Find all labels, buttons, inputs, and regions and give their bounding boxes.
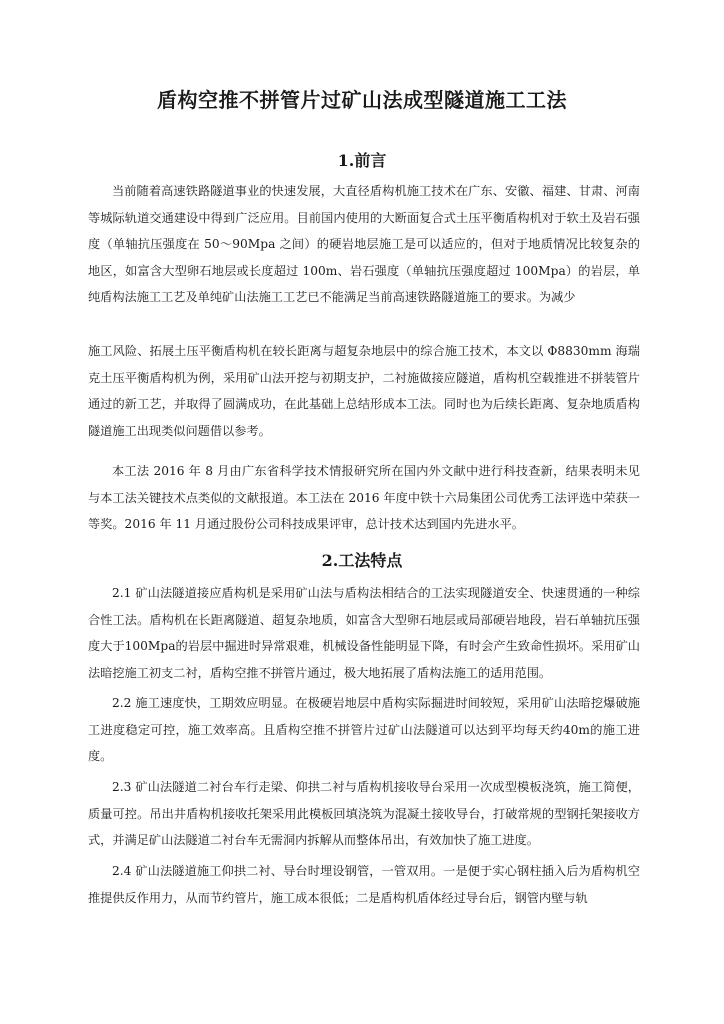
preface-paragraph-2: 施工风险、拓展土压平衡盾构机在较长距离与超复杂地层中的综合施工技术，本文以 Φ8830mm 海瑞克土压平衡盾构机为例，采用矿山法开挖与初期支护，二衬施做接应隧道，盾构机空载推进不拼装管片通过的新工艺，并取得了圆满成功，在此基础上总结形成本工法。同时也为后续长距离、复杂地质盾构隧道施工出现类似问题借以参考。 <box>88 344 640 438</box>
section-heading-preface: 1.前言 <box>337 151 387 170</box>
preface-paragraph-1: 当前随着高速铁路隧道事业的快速发展，大直径盾构机施工技术在广东、安徽、福建、甘肃、河南等城际轨道交通建设中得到广泛应用。目前国内使用的大断面复合式土压平衡盾构机对于软土及岩石强度（单轴抗压强度在 50～90Mpa 之间）的硬岩地层施工是可以适应的，但对于地质情况比较复杂的地区，如富含大型卵石地层或长度超过 100m、岩石强度（单轴抗压强度超过 100Mpa）的岩层，单纯盾构法施工工艺及单纯矿山法施工工艺已不能满足当前高速铁路隧道施工的要求。为减少 <box>88 184 640 305</box>
section-heading-features: 2.工法特点 <box>321 551 403 570</box>
feature-paragraph-2-1: 2.1 矿山法隧道接应盾构机是采用矿山法与盾构法相结合的工法实现隧道安全、快速贯通的一种综合性工法。盾构机在长距离隧道、超复杂地质，如富含大型卵石地层或局部硬岩地段，岩石单轴抗压强度大于100Mpa的岩层中掘进时异常艰难，机械设备性能明显下降，有时会产生致命性损坏。采用矿山法暗挖施工初支二衬，盾构空推不拼管片通过，极大地拓展了盾构法施工的适用范围。 <box>88 586 640 680</box>
document-title: 盾构空推不拼管片过矿山法成型隧道施工工法 <box>157 88 567 112</box>
preface-paragraph-3: 本工法 2016 年 8 月由广东省科学技术情报研究所在国内外文献中进行科技查新，结果表明未见与本工法关键技术点类似的文献报道。本工法在 2016 年度中铁十六局集团公司优秀工法评选中荣获一等奖。2016 年 11 月通过股份公司科技成果评审，总计技术达到国内先进水平。 <box>88 464 640 532</box>
feature-paragraph-2-3: 2.3 矿山法隧道二衬台车行走梁、仰拱二衬与盾构机接收导台采用一次成型模板浇筑，施工简便，质量可控。吊出井盾构机接收托架采用此模板回填浇筑为混凝土接收导台，打破常规的型钢托架接收方式，并满足矿山法隧道二衬台车无需洞内拆解从而整体吊出，有效加快了施工进度。 <box>88 780 640 848</box>
feature-paragraph-2-2: 2.2 施工速度快，工期效应明显。在极硬岩地层中盾构实际掘进时间较短，采用矿山法暗挖爆破施工进度稳定可控，施工效率高。且盾构空推不拼管片过矿山法隧道可以达到平均每天约40m的施工进度。 <box>88 696 640 764</box>
feature-paragraph-2-4: 2.4 矿山法隧道施工仰拱二衬、导台时埋设钢管，一管双用。一是便于实心钢柱插入后为盾构机空推提供反作用力，从而节约管片，施工成本很低；二是盾构机盾体经过导台后，钢管内壁与轨 <box>88 864 640 905</box>
